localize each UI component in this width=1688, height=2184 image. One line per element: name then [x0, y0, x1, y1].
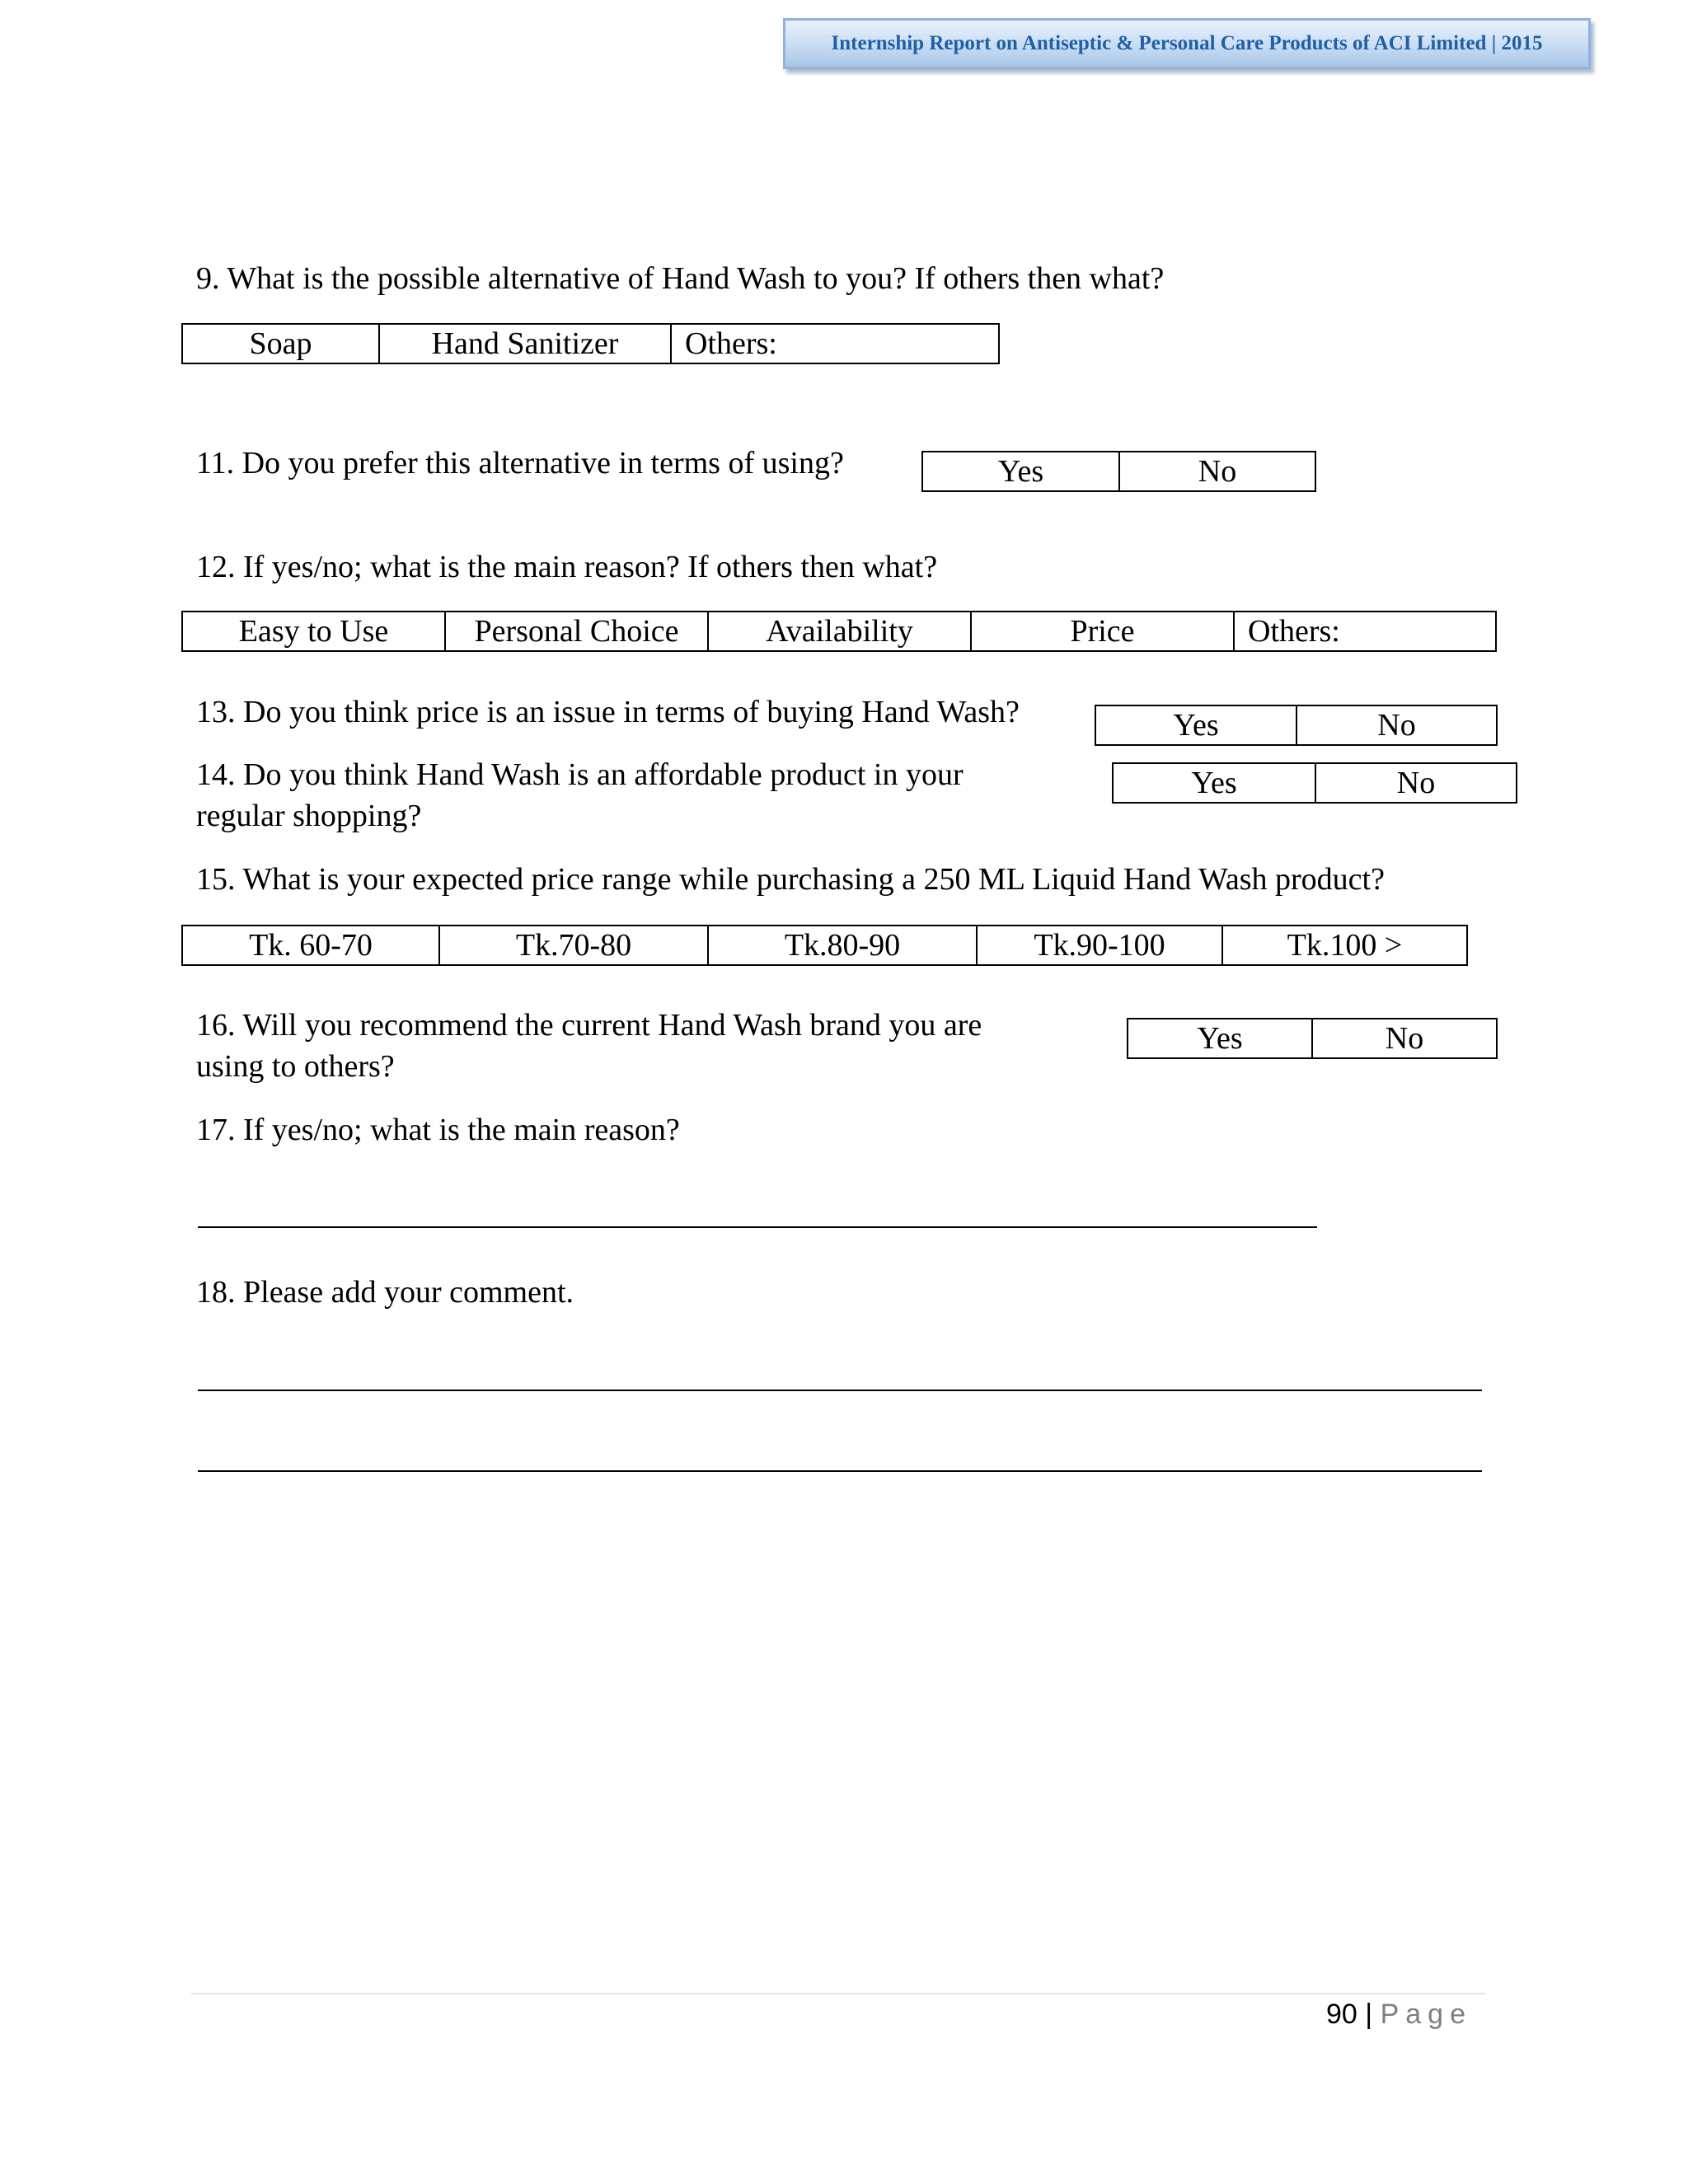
running-header-title: Internship Report on Antiseptic & Personal Care Products of ACI Limited | 2015 — [831, 32, 1543, 54]
question-14-line-1: 14. Do you think Hand Wash is an affordable product in your — [196, 757, 964, 792]
question-16-line-1: 16. Will you recommend the current Hand Wash brand you are — [196, 1008, 982, 1043]
question-13: 13. Do you think price is an issue in terms of buying Hand Wash? — [196, 695, 1020, 729]
page-separator: | — [1365, 1999, 1373, 2030]
question-15: 15. What is your expected price range while purchasing a 250 ML Liquid Hand Wash product? — [196, 862, 1385, 897]
q16-option-yes[interactable]: Yes — [1128, 1019, 1313, 1057]
page-number: 90 — [1326, 1999, 1357, 2030]
q12-option-others[interactable]: Others: — [1248, 614, 1340, 649]
question-16-line-2: using to others? — [196, 1049, 395, 1084]
question-14-line-2: regular shopping? — [196, 799, 422, 833]
q13-option-no[interactable]: No — [1377, 708, 1416, 743]
question-9: 9. What is the possible alternative of Hand Wash to you? If others then what? — [196, 261, 1165, 296]
q11-options-table — [921, 451, 1316, 492]
q18-answer-line-1[interactable] — [198, 1390, 1482, 1391]
question-11: 11. Do you prefer this alternative in terms of using? — [196, 446, 844, 480]
q11-option-yes[interactable]: Yes — [923, 452, 1120, 490]
footer-rule — [191, 1993, 1485, 1994]
page-label: Page — [1380, 1999, 1472, 2030]
q15-option-60-70[interactable]: Tk. 60-70 — [183, 926, 440, 964]
q12-option-price[interactable]: Price — [972, 612, 1235, 650]
q13-option-yes[interactable]: Yes — [1096, 706, 1297, 744]
q15-option-80-90[interactable]: Tk.80-90 — [709, 926, 978, 964]
question-17: 17. If yes/no; what is the main reason? — [196, 1113, 680, 1147]
q14-option-yes[interactable]: Yes — [1114, 764, 1316, 802]
q15-options-table — [181, 925, 1468, 966]
q11-option-no[interactable]: No — [1198, 454, 1237, 489]
q9-option-soap[interactable]: Soap — [183, 325, 380, 363]
page-footer — [1319, 1996, 1472, 2032]
q14-options-table — [1112, 762, 1517, 804]
q15-option-70-80[interactable]: Tk.70-80 — [440, 926, 709, 964]
q16-option-no[interactable]: No — [1385, 1021, 1424, 1056]
q12-option-personal-choice[interactable]: Personal Choice — [446, 612, 709, 650]
question-12: 12. If yes/no; what is the main reason? If others then what? — [196, 550, 938, 584]
q18-answer-line-2[interactable] — [198, 1470, 1482, 1472]
running-header — [783, 18, 1591, 69]
q12-option-availability[interactable]: Availability — [709, 612, 972, 650]
q12-options-table — [181, 611, 1497, 652]
q14-option-no[interactable]: No — [1396, 766, 1436, 800]
q12-option-easy-to-use[interactable]: Easy to Use — [183, 612, 446, 650]
question-18: 18. Please add your comment. — [196, 1275, 574, 1310]
q16-options-table — [1127, 1018, 1498, 1059]
q9-option-hand-sanitizer[interactable]: Hand Sanitizer — [380, 325, 672, 363]
q13-options-table — [1095, 705, 1498, 746]
q17-answer-line[interactable] — [198, 1226, 1317, 1228]
q15-option-90-100[interactable]: Tk.90-100 — [978, 926, 1223, 964]
q9-options-table — [181, 323, 1000, 364]
q9-option-others[interactable]: Others: — [685, 326, 777, 361]
q15-option-100-plus[interactable]: Tk.100 > — [1287, 928, 1403, 963]
